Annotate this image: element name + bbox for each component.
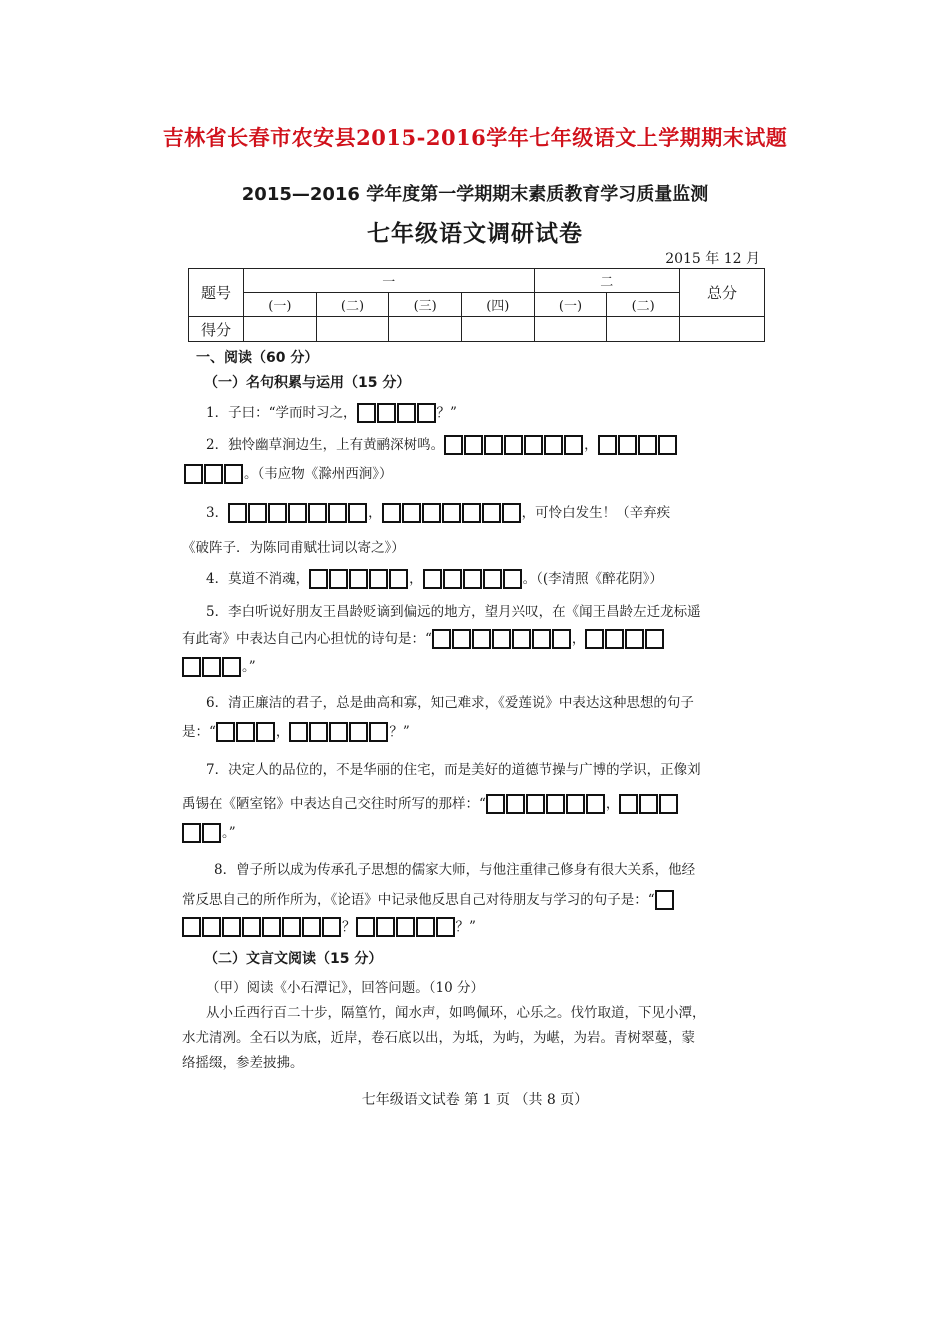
question-text: ，	[368, 505, 382, 521]
answer-box[interactable]	[184, 464, 203, 484]
answer-box[interactable]	[356, 917, 375, 937]
answer-box[interactable]	[369, 569, 388, 589]
question-8: 8．曾子所以成为传承孔子思想的儒家大师，与他注重律己修身有很大关系，他经	[214, 862, 696, 878]
answer-box[interactable]	[484, 435, 503, 455]
answer-boxes[interactable]	[309, 569, 409, 589]
part-one-header: 一	[244, 269, 535, 293]
answer-box[interactable]	[483, 569, 502, 589]
answer-boxes[interactable]	[184, 464, 244, 484]
answer-boxes[interactable]	[486, 794, 606, 814]
paper-title: 七年级语文调研试卷	[367, 221, 583, 247]
answer-box[interactable]	[618, 435, 637, 455]
score-cell	[316, 317, 389, 342]
answer-box[interactable]	[348, 503, 367, 523]
answer-boxes[interactable]	[382, 503, 522, 523]
question-text: 禹锡在《陋室铭》中表达自己交往时所写的那样：“	[182, 796, 486, 812]
answer-boxes[interactable]	[357, 403, 437, 423]
scanned-exam-page	[170, 175, 780, 1108]
answer-box[interactable]	[242, 917, 261, 937]
answer-box[interactable]	[598, 435, 617, 455]
answer-box[interactable]	[202, 917, 221, 937]
answer-box[interactable]	[256, 722, 275, 742]
answer-box[interactable]	[308, 503, 327, 523]
question-text: 2．独怜幽草涧边生，上有黄鹂深树鸣。	[206, 437, 445, 453]
answer-box[interactable]	[526, 794, 545, 814]
answer-boxes[interactable]	[182, 917, 342, 937]
answer-box[interactable]	[396, 917, 415, 937]
answer-box[interactable]	[202, 823, 221, 843]
answer-box[interactable]	[417, 403, 436, 423]
answer-box[interactable]	[432, 629, 451, 649]
answer-box[interactable]	[369, 722, 388, 742]
answer-box[interactable]	[444, 435, 463, 455]
answer-box[interactable]	[222, 657, 241, 677]
answer-box[interactable]	[402, 503, 421, 523]
score-cell	[680, 317, 765, 342]
document-title: 吉林省长春市农安县2015-2016学年七年级语文上学期期末试题	[162, 125, 788, 150]
question-text: ？”	[389, 724, 410, 740]
page-footer: 七年级语文试卷 第 1 页 （共 8 页）	[361, 1092, 589, 1108]
answer-box[interactable]	[532, 629, 551, 649]
answer-box[interactable]	[224, 464, 243, 484]
question-text: ，可怜白发生！（辛弃疾	[521, 505, 671, 521]
answer-box[interactable]	[443, 569, 462, 589]
question-text: ，	[584, 437, 598, 453]
answer-box[interactable]	[546, 794, 565, 814]
passage-line: 从小丘西行百二十步，隔篁竹，闻水声，如鸣佩环，心乐之。伐竹取道，下见小潭，	[206, 1005, 706, 1021]
answer-boxes[interactable]	[182, 657, 242, 677]
question-4	[206, 567, 663, 589]
answer-box[interactable]	[506, 794, 525, 814]
answer-box[interactable]	[248, 503, 267, 523]
answer-box[interactable]	[182, 823, 201, 843]
answer-box[interactable]	[377, 403, 396, 423]
sub-header: (一)	[534, 293, 607, 317]
answer-box[interactable]	[228, 503, 247, 523]
question-text: ，	[409, 571, 423, 587]
answer-box[interactable]	[282, 917, 301, 937]
score-cell	[244, 317, 317, 342]
passage-line: 络摇缀，参差披拂。	[182, 1055, 304, 1071]
subsection-heading: （二）文言文阅读（15 分）	[204, 951, 383, 967]
answer-box[interactable]	[382, 503, 401, 523]
answer-box[interactable]	[182, 917, 201, 937]
answer-box[interactable]	[389, 569, 408, 589]
answer-box[interactable]	[309, 722, 328, 742]
question-text: 。（韦应物《滁州西涧》）	[244, 466, 393, 482]
question-text: ？	[342, 919, 356, 935]
answer-box[interactable]	[302, 917, 321, 937]
answer-box[interactable]	[625, 629, 644, 649]
answer-box[interactable]	[202, 657, 221, 677]
answer-boxes[interactable]	[432, 629, 572, 649]
question-2-cont	[184, 462, 393, 484]
answer-box[interactable]	[349, 569, 368, 589]
answer-boxes[interactable]	[182, 823, 222, 843]
question-8-end	[182, 915, 476, 937]
score-cell	[461, 317, 534, 342]
answer-boxes[interactable]	[619, 794, 679, 814]
question-text: ？”	[436, 405, 457, 421]
answer-box[interactable]	[222, 917, 241, 937]
answer-box[interactable]	[586, 794, 605, 814]
answer-boxes[interactable]	[585, 629, 665, 649]
answer-boxes[interactable]	[423, 569, 523, 589]
score-cell	[607, 317, 680, 342]
answer-box[interactable]	[464, 435, 483, 455]
section-heading: 一、阅读（60 分）	[196, 350, 319, 366]
question-text: ？”	[455, 919, 476, 935]
question-7: 7．决定人的品位的，不是华丽的住宅，而是美好的道德节操与广博的学识，正像刘	[206, 762, 701, 778]
answer-box[interactable]	[524, 435, 543, 455]
question-text: ，	[571, 631, 586, 647]
question-5: 5．李白听说好朋友王昌龄贬谪到偏远的地方，望月兴叹，在《闻王昌龄左迁龙标遥	[206, 604, 701, 620]
answer-box[interactable]	[309, 569, 328, 589]
answer-box[interactable]	[472, 629, 491, 649]
answer-box[interactable]	[329, 569, 348, 589]
answer-box[interactable]	[566, 794, 585, 814]
answer-box[interactable]	[442, 503, 461, 523]
score-cell	[534, 317, 607, 342]
answer-box[interactable]	[512, 629, 531, 649]
answer-box[interactable]	[639, 794, 658, 814]
answer-box[interactable]	[658, 435, 677, 455]
question-text: 有此寄》中表达自己内心担忧的诗句是：“	[182, 631, 432, 647]
question-7-cont	[182, 792, 679, 814]
answer-box[interactable]	[397, 403, 416, 423]
passage-line: 水尤清冽。全石以为底，近岸，卷石底以出，为坻，为屿，为嵁，为岩。青树翠蔓，蒙	[182, 1030, 695, 1046]
answer-box[interactable]	[585, 629, 604, 649]
question-6-cont	[182, 720, 410, 742]
question-text: 4．莫道不消魂，	[206, 571, 310, 587]
sub-header: (四)	[461, 293, 534, 317]
part-two-header: 二	[534, 269, 679, 293]
answer-box[interactable]	[322, 917, 341, 937]
answer-box[interactable]	[503, 569, 522, 589]
question-5-cont	[182, 627, 665, 649]
answer-box[interactable]	[288, 503, 307, 523]
answer-box[interactable]	[659, 794, 678, 814]
answer-box[interactable]	[329, 722, 348, 742]
answer-box[interactable]	[236, 722, 255, 742]
sub-header: (二)	[316, 293, 389, 317]
question-1	[206, 401, 457, 423]
answer-boxes[interactable]	[228, 503, 368, 523]
question-5-end	[182, 655, 256, 677]
question-text: 。”	[242, 659, 256, 675]
answer-box[interactable]	[638, 435, 657, 455]
answer-box[interactable]	[564, 435, 583, 455]
answer-box[interactable]	[416, 917, 435, 937]
passage-intro: （甲）阅读《小石潭记》，回答问题。（10 分）	[206, 980, 484, 996]
question-text: ，	[605, 796, 620, 812]
answer-box[interactable]	[619, 794, 638, 814]
answer-box[interactable]	[422, 503, 441, 523]
answer-box[interactable]	[328, 503, 347, 523]
answer-box[interactable]	[504, 435, 523, 455]
answer-boxes[interactable]	[356, 917, 456, 937]
total-header: 总分	[680, 269, 765, 317]
question-text: 是：“	[182, 724, 216, 740]
row-label-score: 得分	[189, 317, 244, 342]
sub-header: (三)	[389, 293, 462, 317]
answer-box[interactable]	[289, 722, 308, 742]
answer-box[interactable]	[376, 917, 395, 937]
answer-boxes[interactable]	[216, 722, 276, 742]
row-label-number: 题号	[189, 269, 244, 317]
answer-box[interactable]	[182, 657, 201, 677]
exam-date: 2015 年 12 月	[665, 251, 760, 267]
answer-boxes[interactable]	[289, 722, 389, 742]
sub-header: (一)	[244, 293, 317, 317]
exam-header: 2015—2016 学年度第一学期期末素质教育学习质量监测	[241, 184, 709, 205]
answer-box[interactable]	[502, 503, 521, 523]
answer-boxes[interactable]	[444, 435, 584, 455]
question-text: 1．子曰：“学而时习之，	[206, 405, 357, 421]
answer-box[interactable]	[463, 569, 482, 589]
answer-box[interactable]	[436, 917, 455, 937]
answer-boxes[interactable]	[598, 435, 678, 455]
question-8-cont	[182, 888, 675, 910]
answer-box[interactable]	[216, 722, 235, 742]
answer-box[interactable]	[204, 464, 223, 484]
answer-box[interactable]	[452, 629, 471, 649]
answer-box[interactable]	[655, 890, 674, 910]
question-7-end	[182, 821, 236, 843]
score-table	[188, 268, 765, 342]
question-text: ，	[275, 724, 290, 740]
answer-box[interactable]	[423, 569, 442, 589]
answer-box[interactable]	[645, 629, 664, 649]
question-text: 3．	[206, 505, 229, 521]
score-cell	[389, 317, 462, 342]
answer-box[interactable]	[262, 917, 281, 937]
answer-box[interactable]	[357, 403, 376, 423]
question-text: 。”	[222, 825, 236, 841]
question-text: 常反思自己的所作所为，《论语》中记录他反思自己对待朋友与学习的句子是：“	[182, 892, 655, 908]
sub-header: (二)	[607, 293, 680, 317]
answer-box[interactable]	[486, 794, 505, 814]
answer-box[interactable]	[268, 503, 287, 523]
answer-boxes[interactable]	[655, 890, 675, 910]
answer-box[interactable]	[552, 629, 571, 649]
answer-box[interactable]	[462, 503, 481, 523]
answer-box[interactable]	[544, 435, 563, 455]
subsection-heading: （一）名句积累与运用（15 分）	[204, 375, 411, 391]
question-3	[206, 501, 670, 523]
question-6: 6．清正廉洁的君子，总是曲高和寡，知己难求，《爱莲说》中表达这种思想的句子	[206, 695, 694, 711]
answer-box[interactable]	[492, 629, 511, 649]
answer-box[interactable]	[482, 503, 501, 523]
question-3-cont: 《破阵子．为陈同甫赋壮词以寄之》）	[182, 540, 405, 556]
answer-box[interactable]	[605, 629, 624, 649]
question-text: 。（(李清照《醉花阴》）	[522, 571, 663, 587]
answer-box[interactable]	[349, 722, 368, 742]
question-2	[206, 433, 678, 455]
